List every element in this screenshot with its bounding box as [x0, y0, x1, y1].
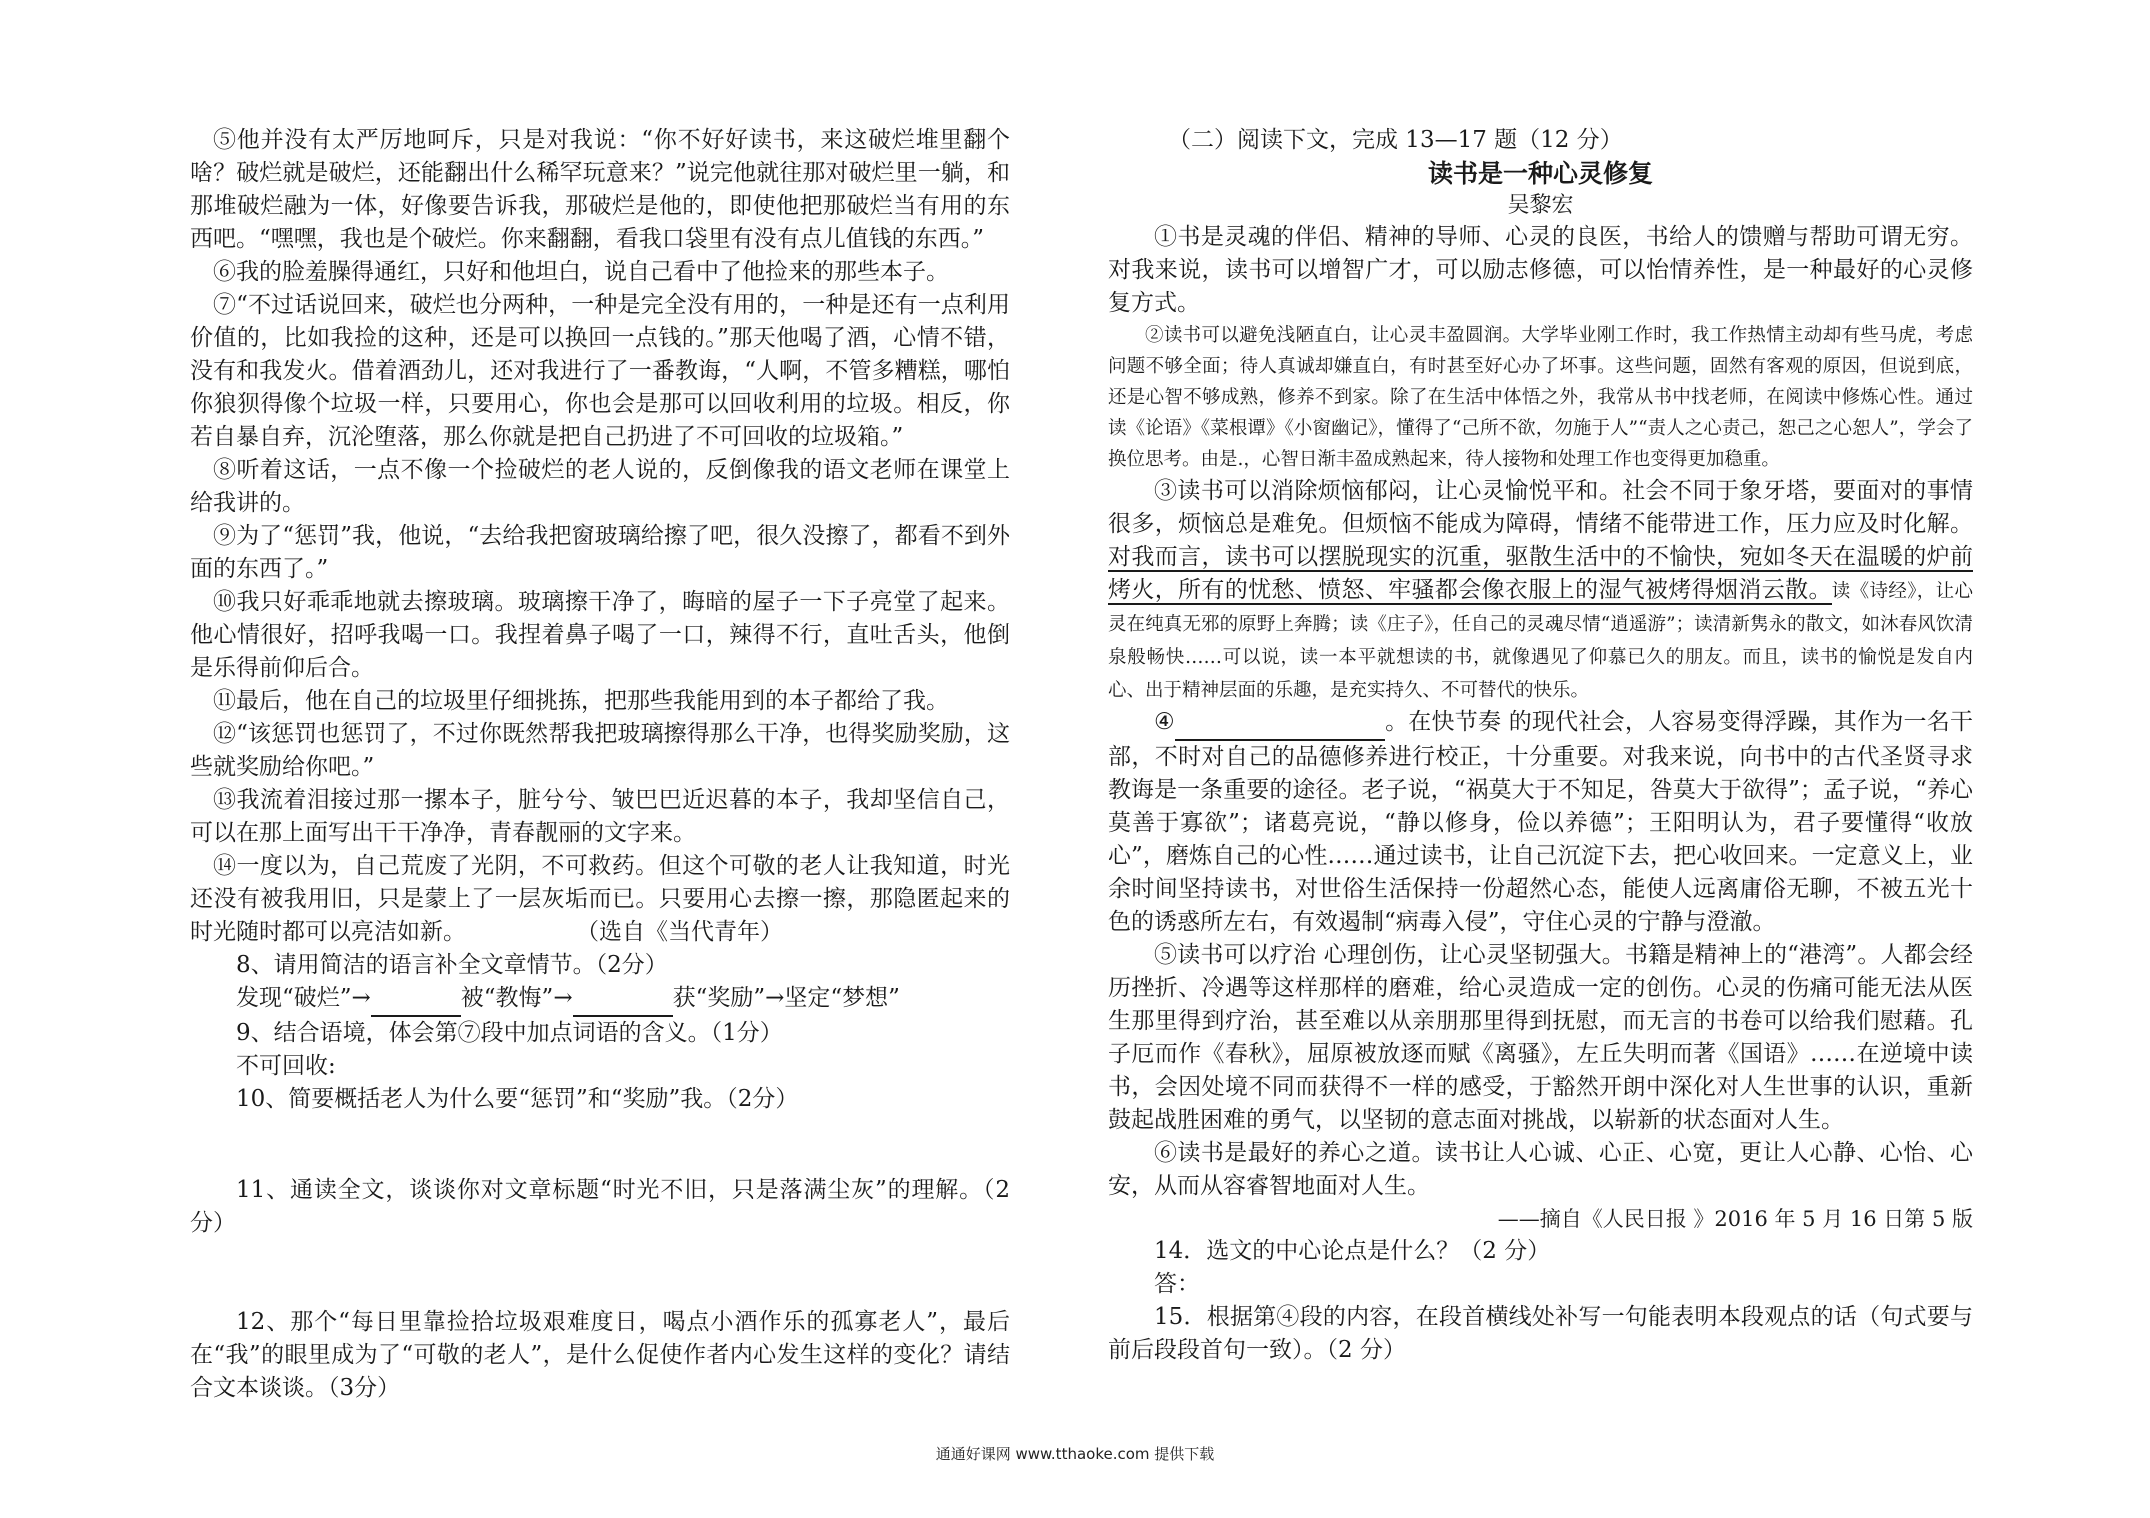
question-14: 14．选文的中心论点是什么？（2 分）: [1154, 1238, 1551, 1264]
paragraph-14-text: ⑭一度以为，自己荒废了光阴，不可救药。但这个可敬的老人让我知道，时光还没有被我用旧，只是蒙上了一层灰垢而已。只要用心去擦一擦，那隐匿起来的时光随时都可以亮洁如新。: [190, 853, 1010, 945]
article-author: 吴黎宏: [1507, 193, 1574, 218]
paragraph-9: ⑨为了“惩罚”我，他说，“去给我把窗玻璃给擦了吧，很久没擦了，都看不到外面的东西了。”: [190, 523, 1010, 582]
chain-step-c: 获“奖励”→坚定“梦想”: [672, 985, 900, 1011]
paragraph-4-number: ④: [1154, 709, 1175, 735]
paragraph-3-underlined: 对我而言，读书可以摆脱现实的沉重，驱散生活中的不愉快，宛如冬天在温暖的炉前烤火，所有的忧愁、愤怒、牢骚都会像衣服上的湿气被烤得烟消云散。: [1108, 544, 1973, 603]
paragraph-3-tail: 读《诗经》，让心灵在纯真无邪的原野上奔腾；读《庄子》，任自己的灵魂尽情“逍遥游”；读清新隽永的散文，如沐春风饮清泉般畅快……可以说，读一本平就想读的书，就像遇见了仰慕已久的朋友。而且，读书的愉悦是发自内心、出于精神层面的乐趣，是充实持久、不可替代的快乐。: [1108, 581, 1973, 701]
right-column: [1108, 124, 1973, 1367]
question-15: 15．根据第④段的内容，在段首横线处补写一句能表明本段观点的话（句式要与前后段段首句一致）。（2 分）: [1108, 1304, 1973, 1363]
question-9: 9、结合语境，体会第⑦段中加点词语的含义。（1分）: [236, 1020, 783, 1046]
article-paragraph-5: ⑤读书可以疗治 心理创伤，让心灵坚韧强大。书籍是精神上的“港湾”。人都会经历挫折、冷遇等这样那样的磨难，给心灵造成一定的创伤。心灵的伤痛可能无法从医生那里得到疗治，甚至难以从亲朋那里得到抚慰，而无言的书卷可以给我们慰藉。孔子厄而作《春秋》，屈原被放逐而赋《离骚》，左丘失明而著《国语》……在逆境中读书，会因处境不同而获得不一样的感受，于豁然开朗中深化对人生世事的认识，重新鼓起战胜困难的勇气，以坚韧的意志面对挑战，以崭新的状态面对人生。: [1108, 942, 1973, 1133]
chain-step-b: 被“教悔”→: [460, 985, 573, 1011]
question-9-term: 不可回收:: [236, 1053, 336, 1079]
left-column: [190, 124, 1010, 1405]
paragraph-14: [190, 850, 1010, 949]
article-source: ——摘自《人民日报 》2016 年 5 月 16 日第 5 版: [1497, 1207, 1973, 1231]
paragraph-6: ⑥我的脸羞臊得通红，只好和他坦白，说自己看中了他捡来的那些本子。: [213, 259, 949, 285]
question-14-answer-label: 答：: [1154, 1271, 1200, 1297]
paragraph-5: ⑤他并没有太严厉地呵斥，只是对我说：“你不好好读书，来这破烂堆里翻个啥？破烂就是破烂，还能翻出什么稀罕玩意来？”说完他就往那对破烂里一躺，和那堆破烂融为一体，好像要告诉我，那破烂是他的，即使他把那破烂当有用的东西吧。“嘿嘿，我也是个破烂。你来翻翻，看我口袋里有没有点儿值钱的东西。”: [190, 127, 1010, 252]
paragraph-10: ⑩我只好乖乖地就去擦玻璃。玻璃擦干净了，晦暗的屋子一下子亮堂了起来。他心情很好，招呼我喝一口。我捏着鼻子喝了一口，辣得不行，直吐舌头，他倒是乐得前仰后合。: [190, 589, 1010, 681]
footer-credit: 通通好课网 www.tthaoke.com 提供下载: [935, 1445, 1215, 1463]
paragraph-7: ⑦“不过话说回来，破烂也分两种，一种是完全没有用的，一种是还有一点利用价值的，比如我捡的这种，还是可以换回一点钱的。”那天他喝了酒，心情不错，没有和我发火。借着酒劲儿，还对我进行了一番教诲，“人啊，不管多糟糕，哪怕你狼狈得像个垃圾一样，只要用心，你也会是那可以回收利用的垃圾。相反，你若自暴自弃，沉沦堕落，那么你就是把自己扔进了不可回收的垃圾箱。”: [190, 292, 1010, 450]
question-10: 10、简要概括老人为什么要“惩罚”和“奖励”我。（2分）: [236, 1086, 799, 1112]
article-title: 读书是一种心灵修复: [1427, 159, 1653, 188]
answer-blank-1[interactable]: [371, 982, 461, 1017]
chain-step-a: 发现“破烂”→: [236, 985, 371, 1011]
question-11: 11、通读全文，谈谈你对文章标题“时光不旧，只是落满尘灰”的理解。（2分）: [190, 1177, 1010, 1236]
paragraph-14-source: （选自《当代青年）: [576, 919, 783, 945]
paragraph-12: ⑫“该惩罚也惩罚了，不过你既然帮我把玻璃擦得那么干净，也得奖励奖励，这些就奖励给你吧。”: [190, 721, 1010, 780]
paragraph-4-text: 。在快节奏 的现代社会，人容易变得浮躁，其作为一名干部，不时对自己的品德修养进行校正，十分重要。对我来说，向书中的古代圣贤寻求教诲是一条重要的途径。老子说，“祸莫大于不知足，咎莫大于欲得”；孟子说，“养心莫善于寡欲”；诸葛亮说，“静以修身，俭以养德”；王阳明认为，君子要懂得“收放心”，磨炼自己的心性……通过读书，让自己沉淀下去，把心收回来。一定意义上，业余时间坚持读书，对世俗生活保持一份超然心态，能使人远离庸俗无聊，不被五光十色的诱惑所左右，有效遏制“病毒入侵”，守住心灵的宁静与澄澈。: [1108, 709, 1973, 935]
question-8: 8、请用简洁的语言补全文章情节。（2分）: [236, 952, 668, 978]
article-paragraph-2: ②读书可以避免浅陋直白，让心灵丰盈圆润。大学毕业刚工作时，我工作热情主动却有些马虎，考虑问题不够全面；待人真诚却嫌直白，有时甚至好心办了坏事。这些问题，固然有客观的原因，但说到底，还是心智不够成熟，修养不到家。除了在生活中体悟之外，我常从书中找老师，在阅读中修炼心性。通过读《论语》《菜根谭》《小窗幽记》，懂得了“己所不欲，勿施于人”“责人之心责己，恕己之心恕人”，学会了换位思考。由是.，心智日渐丰盈成熟起来，待人接物和处理工作也变得更加稳重。: [1108, 325, 1973, 470]
paragraph-8: ⑧听着这话，一点不像一个捡破烂的老人说的，反倒像我的语文老师在课堂上给我讲的。: [190, 457, 1010, 516]
article-paragraph-4: [1108, 706, 1973, 939]
answer-space-10: [190, 1116, 1010, 1174]
article-paragraph-6: ⑥读书是最好的养心之道。读书让人心诚、心正、心宽，更让人心静、心怡、心安，从而从容睿智地面对人生。: [1108, 1140, 1973, 1199]
article-paragraph-1: ①书是灵魂的伴侣、精神的导师、心灵的良医，书给人的馈赠与帮助可谓无穷。对我来说，读书可以增智广才，可以励志修德，可以怡情养性，是一种最好的心灵修复方式。: [1108, 224, 1973, 316]
section-heading: （二）阅读下文，完成 13—17 题（12 分）: [1168, 127, 1623, 153]
paragraph-3-lead: ③读书可以消除烦恼郁闷，让心灵愉悦平和。社会不同于象牙塔，要面对的事情很多，烦恼总是难免。但烦恼不能成为障碍，情绪不能带进工作，压力应及时化解。: [1108, 478, 1973, 537]
paragraph-11: ⑪最后，他在自己的垃圾里仔细挑拣，把那些我能用到的本子都给了我。: [213, 688, 949, 714]
article-paragraph-3: [1108, 475, 1973, 706]
paragraph-13: ⑬我流着泪接过那一摞本子，脏兮兮、皱巴巴近迟暮的本子，我却坚信自己，可以在那上面写出干干净净，青春靓丽的文字来。: [190, 787, 1010, 846]
question-8-chain: [190, 982, 1010, 1017]
topic-sentence-blank[interactable]: [1175, 706, 1385, 741]
answer-space-11: [190, 1240, 1010, 1306]
answer-blank-2[interactable]: [573, 982, 673, 1017]
question-12: 12、那个“每日里靠捡拾垃圾艰难度日，喝点小酒作乐的孤寡老人”，最后在“我”的眼里成为了“可敬的老人”，是什么促使作者内心发生这样的变化？请结合文本谈谈。（3分）: [190, 1309, 1010, 1401]
